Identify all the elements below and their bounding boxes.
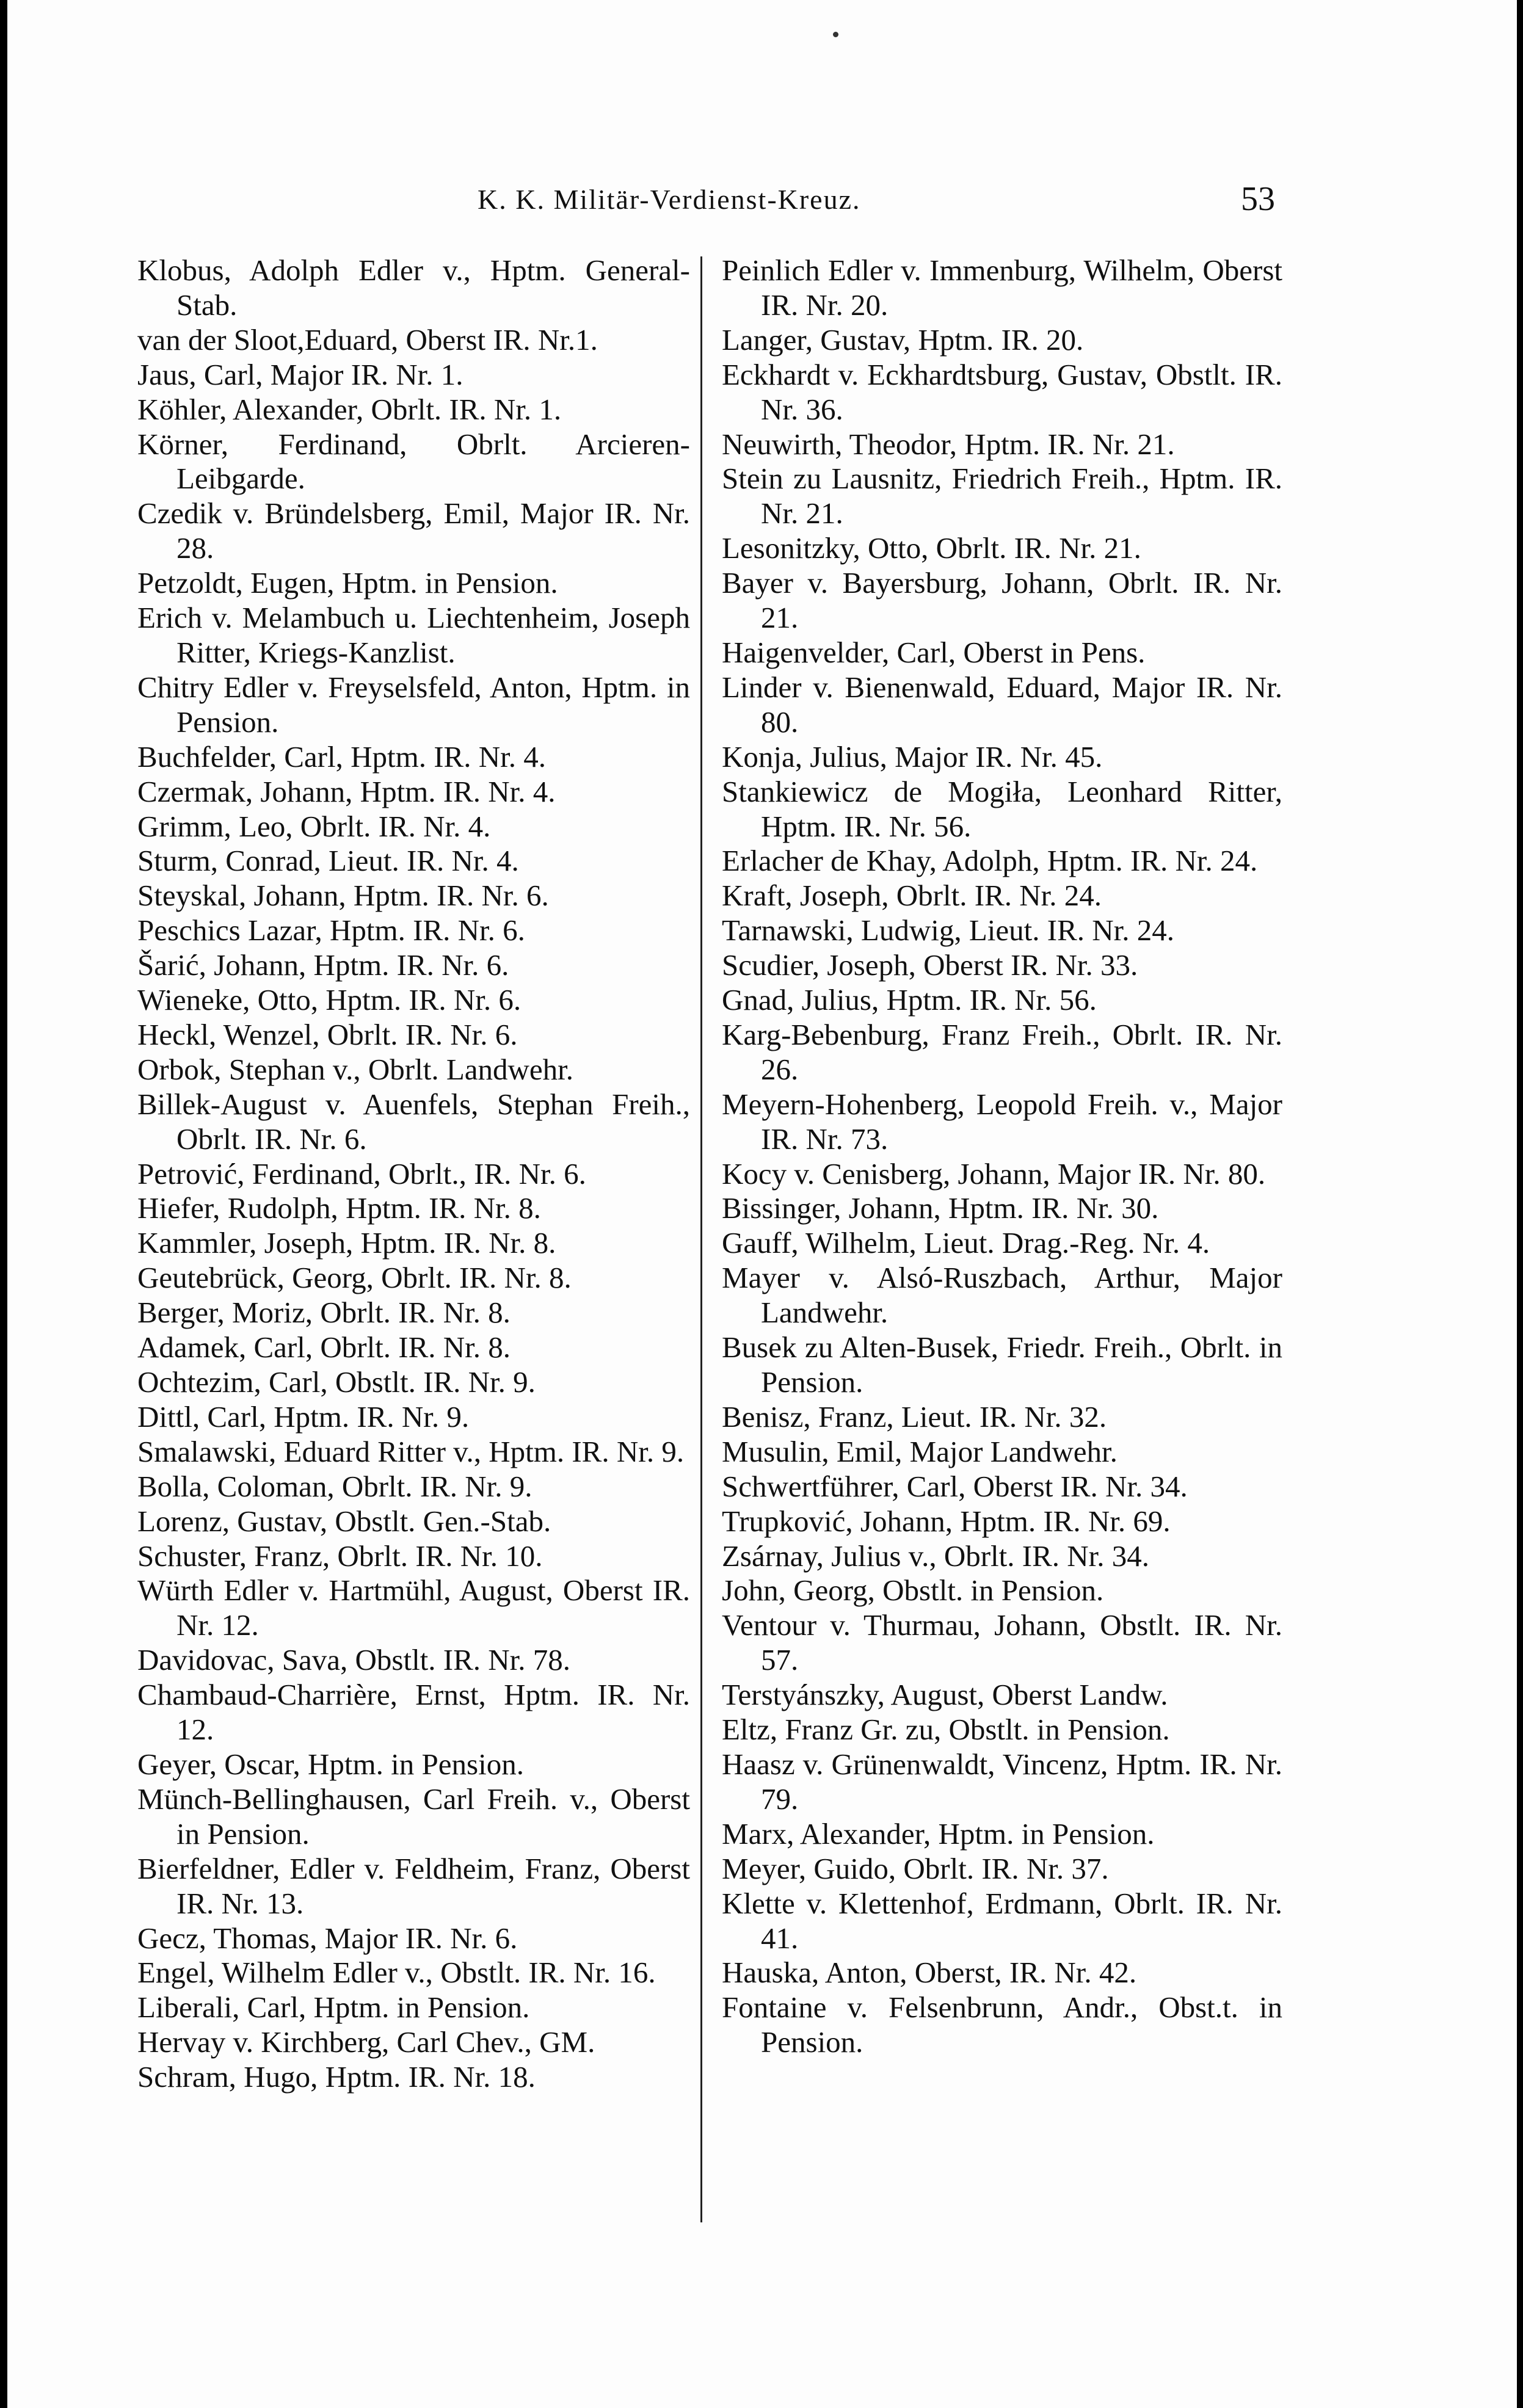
list-entry: Billek-August v. Auenfels, Stephan Freih., Obrlt. IR. Nr. 6. — [137, 1087, 690, 1156]
list-entry: Berger, Moriz, Obrlt. IR. Nr. 8. — [137, 1296, 511, 1330]
list-entry: Karg-Bebenburg, Franz Freih., Obrlt. IR. Nr. 26. — [722, 1017, 1282, 1086]
list-entry: Meyern-Hohenberg, Leopold Freih. v., Major IR. Nr. 73. — [722, 1087, 1282, 1156]
list-entry: Gnad, Julius, Hptm. IR. Nr. 56. — [722, 983, 1097, 1017]
list-entry: Ventour v. Thurmau, Johann, Obstlt. IR. Nr. 57. — [722, 1608, 1282, 1677]
column-divider — [700, 256, 702, 2222]
list-entry: Ochtezim, Carl, Obstlt. IR. Nr. 9. — [137, 1365, 536, 1399]
list-entry: Fontaine v. Felsenbrunn, Andr., Obst.t. in Pension. — [722, 1990, 1282, 2059]
page-number: 53 — [1241, 180, 1275, 218]
list-entry: Erich v. Melambuch u. Liechtenheim, Joseph Ritter, Kriegs-Kanzlist. — [137, 601, 690, 669]
list-entry: van der Sloot,Eduard, Oberst IR. Nr.1. — [137, 322, 598, 357]
list-entry: Schuster, Franz, Obrlt. IR. Nr. 10. — [137, 1539, 543, 1573]
list-entry: Heckl, Wenzel, Obrlt. IR. Nr. 6. — [137, 1017, 518, 1051]
list-entry: Hervay v. Kirchberg, Carl Chev., GM. — [137, 2025, 595, 2059]
book-page — [7, 0, 1517, 2408]
right-column — [722, 253, 1282, 2060]
list-entry: Czedik v. Bründelsberg, Emil, Major IR. Nr. 28. — [137, 496, 690, 565]
list-entry: Schram, Hugo, Hptm. IR. Nr. 18. — [137, 2060, 536, 2094]
list-entry: Gecz, Thomas, Major IR. Nr. 6. — [137, 1921, 518, 1955]
list-entry: Musulin, Emil, Major Landwehr. — [722, 1434, 1118, 1468]
list-entry: Busek zu Alten-Busek, Friedr. Freih., Obrlt. in Pension. — [722, 1330, 1282, 1399]
list-entry: Adamek, Carl, Obrlt. IR. Nr. 8. — [137, 1330, 511, 1365]
list-entry: Haigenvelder, Carl, Oberst in Pens. — [722, 635, 1146, 669]
list-entry: Eckhardt v. Eckhardtsburg, Gustav, Obstlt. IR. Nr. 36. — [722, 357, 1282, 426]
list-entry: Klette v. Klettenhof, Erdmann, Obrlt. IR. Nr. 41. — [722, 1886, 1282, 1955]
list-entry: Czermak, Johann, Hptm. IR. Nr. 4. — [137, 774, 556, 808]
print-speck — [833, 32, 838, 37]
list-entry: Stankiewicz de Mogiła, Leonhard Ritter, Hptm. IR. Nr. 56. — [722, 774, 1282, 843]
list-entry: Stein zu Lausnitz, Friedrich Freih., Hptm. IR. Nr. 21. — [722, 462, 1282, 531]
list-entry: John, Georg, Obstlt. in Pension. — [722, 1573, 1104, 1608]
list-entry: Hiefer, Rudolph, Hptm. IR. Nr. 8. — [137, 1191, 541, 1225]
list-entry: Petzoldt, Eugen, Hptm. in Pension. — [137, 566, 558, 600]
list-entry: Erlacher de Khay, Adolph, Hptm. IR. Nr. 24. — [722, 844, 1258, 878]
list-entry: Konja, Julius, Major IR. Nr. 45. — [722, 739, 1103, 774]
list-entry: Kocy v. Cenisberg, Johann, Major IR. Nr. 80. — [722, 1156, 1266, 1191]
list-entry: Haasz v. Grünenwaldt, Vincenz, Hptm. IR. Nr. 79. — [722, 1747, 1282, 1816]
list-entry: Lesonitzky, Otto, Obrlt. IR. Nr. 21. — [722, 531, 1141, 565]
list-entry: Bissinger, Johann, Hptm. IR. Nr. 30. — [722, 1191, 1159, 1225]
left-column — [137, 253, 690, 2095]
list-entry: Wieneke, Otto, Hptm. IR. Nr. 6. — [137, 983, 522, 1017]
list-entry: Chambaud-Charrière, Ernst, Hptm. IR. Nr. 12. — [137, 1678, 690, 1747]
list-entry: Scudier, Joseph, Oberst IR. Nr. 33. — [722, 948, 1138, 982]
running-title: K. K. Militär-Verdienst-Kreuz. — [478, 184, 861, 215]
list-entry: Petrović, Ferdinand, Obrlt., IR. Nr. 6. — [137, 1156, 586, 1191]
list-entry: Geyer, Oscar, Hptm. in Pension. — [137, 1747, 524, 1781]
list-entry: Orbok, Stephan v., Obrlt. Landwehr. — [137, 1052, 573, 1086]
list-entry: Buchfelder, Carl, Hptm. IR. Nr. 4. — [137, 739, 546, 774]
list-entry: Mayer v. Alsó-Ruszbach, Arthur, Major Landwehr. — [722, 1261, 1282, 1330]
list-entry: Münch-Bellinghausen, Carl Freih. v., Oberst in Pension. — [137, 1782, 690, 1851]
list-entry: Sturm, Conrad, Lieut. IR. Nr. 4. — [137, 844, 519, 878]
list-entry: Peschics Lazar, Hptm. IR. Nr. 6. — [137, 913, 525, 948]
list-entry: Schwertführer, Carl, Oberst IR. Nr. 34. — [722, 1469, 1188, 1503]
list-entry: Jaus, Carl, Major IR. Nr. 1. — [137, 357, 463, 391]
list-entry: Bolla, Coloman, Obrlt. IR. Nr. 9. — [137, 1469, 533, 1503]
list-entry: Zsárnay, Julius v., Obrlt. IR. Nr. 34. — [722, 1539, 1149, 1573]
list-entry: Dittl, Carl, Hptm. IR. Nr. 9. — [137, 1399, 470, 1434]
list-entry: Benisz, Franz, Lieut. IR. Nr. 32. — [722, 1399, 1107, 1434]
list-entry: Geutebrück, Georg, Obrlt. IR. Nr. 8. — [137, 1261, 572, 1295]
list-entry: Chitry Edler v. Freyselsfeld, Anton, Hptm. in Pension. — [137, 670, 690, 739]
list-entry: Eltz, Franz Gr. zu, Obstlt. in Pension. — [722, 1713, 1170, 1747]
page-header — [7, 180, 1517, 232]
list-entry: Hauska, Anton, Oberst, IR. Nr. 42. — [722, 1956, 1137, 1990]
list-entry: Tarnawski, Ludwig, Lieut. IR. Nr. 24. — [722, 913, 1174, 948]
list-entry: Šarić, Johann, Hptm. IR. Nr. 6. — [137, 948, 509, 982]
list-entry: Davidovac, Sava, Obstlt. IR. Nr. 78. — [137, 1643, 571, 1677]
list-entry: Langer, Gustav, Hptm. IR. 20. — [722, 322, 1084, 357]
list-entry: Marx, Alexander, Hptm. in Pension. — [722, 1816, 1155, 1851]
list-entry: Würth Edler v. Hartmühl, August, Oberst IR. Nr. 12. — [137, 1573, 690, 1642]
list-entry: Engel, Wilhelm Edler v., Obstlt. IR. Nr. 16. — [137, 1956, 656, 1990]
list-entry: Grimm, Leo, Obrlt. IR. Nr. 4. — [137, 809, 491, 843]
list-entry: Meyer, Guido, Obrlt. IR. Nr. 37. — [722, 1851, 1109, 1885]
list-entry: Smalawski, Eduard Ritter v., Hptm. IR. Nr. 9. — [137, 1434, 685, 1468]
list-entry: Linder v. Bienenwald, Eduard, Major IR. Nr. 80. — [722, 670, 1282, 739]
list-entry: Körner, Ferdinand, Obrlt. Arcieren-Leibgarde. — [137, 427, 690, 496]
list-entry: Köhler, Alexander, Obrlt. IR. Nr. 1. — [137, 392, 562, 426]
list-entry: Trupković, Johann, Hptm. IR. Nr. 69. — [722, 1504, 1171, 1538]
list-entry: Gauff, Wilhelm, Lieut. Drag.-Reg. Nr. 4. — [722, 1226, 1210, 1260]
list-entry: Steyskal, Johann, Hptm. IR. Nr. 6. — [137, 879, 549, 913]
list-entry: Neuwirth, Theodor, Hptm. IR. Nr. 21. — [722, 427, 1175, 461]
list-entry: Klobus, Adolph Edler v., Hptm. General-Stab. — [137, 253, 690, 322]
list-entry: Kraft, Joseph, Obrlt. IR. Nr. 24. — [722, 879, 1102, 913]
list-entry: Bierfeldner, Edler v. Feldheim, Franz, Oberst IR. Nr. 13. — [137, 1851, 690, 1920]
list-entry: Peinlich Edler v. Immenburg, Wilhelm, Oberst IR. Nr. 20. — [722, 253, 1282, 322]
list-entry: Lorenz, Gustav, Obstlt. Gen.-Stab. — [137, 1504, 551, 1538]
list-entry: Bayer v. Bayersburg, Johann, Obrlt. IR. Nr. 21. — [722, 566, 1282, 635]
list-entry: Liberali, Carl, Hptm. in Pension. — [137, 1990, 530, 2025]
list-entry: Terstyánszky, August, Oberst Landw. — [722, 1678, 1168, 1712]
list-entry: Kammler, Joseph, Hptm. IR. Nr. 8. — [137, 1226, 556, 1260]
